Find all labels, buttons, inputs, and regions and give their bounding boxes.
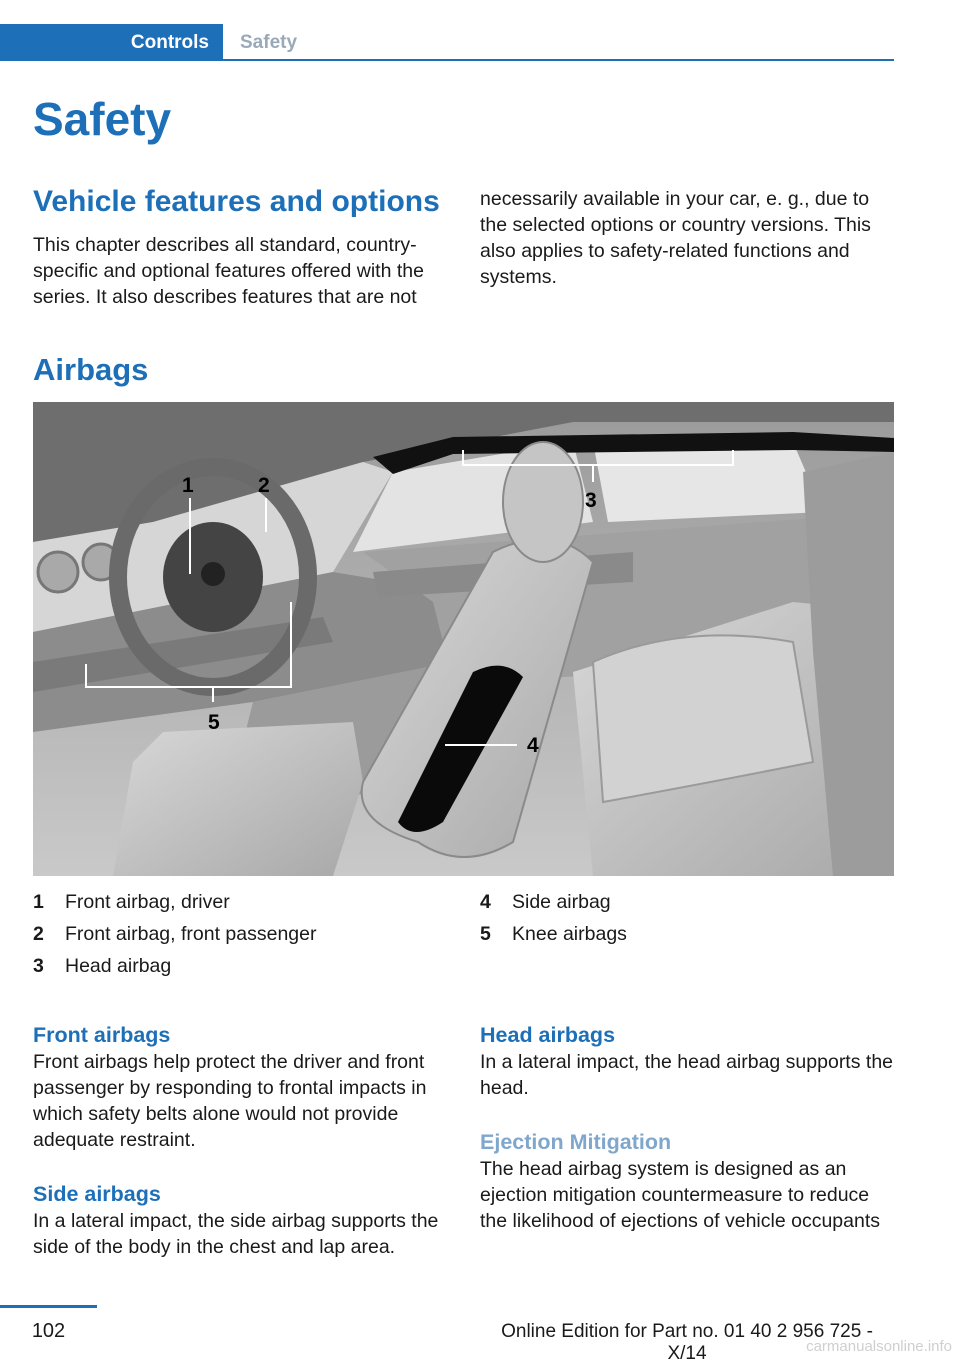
legend-item bbox=[33, 886, 316, 918]
head-airbags-text: In a lateral impact, the head airbag supports the head. bbox=[480, 1051, 894, 1099]
legend-item bbox=[33, 918, 316, 950]
figure-legend-left bbox=[33, 886, 316, 982]
section-heading-airbags: Airbags bbox=[33, 352, 149, 387]
legend-number: 4 bbox=[480, 891, 491, 913]
legend-label: Front airbag, driver bbox=[65, 891, 230, 913]
callout-5: 5 bbox=[208, 711, 220, 734]
legend-label: Knee airbags bbox=[512, 923, 627, 945]
callout-3: 3 bbox=[585, 489, 597, 512]
section-heading-vehicle-features: Vehicle features and options bbox=[33, 185, 440, 218]
page-title: Safety bbox=[33, 93, 172, 145]
legend-number: 5 bbox=[480, 923, 491, 945]
ejection-mitigation-section bbox=[480, 1128, 894, 1234]
side-airbags-section bbox=[33, 1180, 443, 1260]
intro-paragraph-right: necessarily available in your car, e. g., due to the selected options or country versions. This also applies to safety-related functions and systems. bbox=[480, 188, 871, 288]
legend-item bbox=[33, 950, 316, 982]
page-number: 102 bbox=[31, 1320, 66, 1342]
header-rule bbox=[223, 59, 894, 61]
header-tabs bbox=[0, 24, 894, 62]
legend-item bbox=[480, 886, 627, 918]
edition-footer: Online Edition for Part no. 01 40 2 956 725 - X/14 bbox=[501, 1321, 873, 1364]
legend-label: Side airbag bbox=[512, 891, 611, 913]
front-airbags-section bbox=[33, 1021, 443, 1153]
front-airbags-heading: Front airbags bbox=[33, 1023, 171, 1047]
legend-number: 3 bbox=[33, 955, 44, 977]
tab-safety[interactable]: Safety bbox=[240, 31, 298, 53]
legend-number: 1 bbox=[33, 891, 44, 913]
footer-rule bbox=[0, 1305, 97, 1308]
head-airbags-section bbox=[480, 1021, 894, 1101]
figure-legend-right bbox=[480, 886, 627, 950]
head-airbags-heading: Head airbags bbox=[480, 1023, 616, 1047]
callout-2: 2 bbox=[258, 474, 270, 497]
tab-controls[interactable]: Controls bbox=[0, 24, 223, 61]
airbag-location-illustration bbox=[33, 402, 894, 876]
legend-number: 2 bbox=[33, 923, 44, 945]
ejection-mitigation-heading: Ejection Mitigation bbox=[480, 1130, 672, 1154]
side-airbags-text: In a lateral impact, the side airbag supports the side of the body in the chest and lap area. bbox=[33, 1210, 439, 1258]
side-airbags-heading: Side airbags bbox=[33, 1182, 161, 1206]
legend-label: Head airbag bbox=[65, 955, 172, 977]
callout-1: 1 bbox=[182, 474, 194, 497]
intro-paragraph-left: This chapter describes all standard, country-specific and optional features offered with the series. It also describes features that are not bbox=[33, 234, 424, 308]
legend-label: Front airbag, front passenger bbox=[65, 923, 317, 945]
watermark: carmanualsonline.info bbox=[806, 1338, 952, 1355]
callout-4: 4 bbox=[527, 734, 539, 757]
ejection-mitigation-text: The head airbag system is designed as an ejection mitigation countermeasure to reduce the likelihood of ejections of vehicle occupants bbox=[480, 1158, 880, 1232]
legend-item bbox=[480, 918, 627, 950]
front-airbags-text: Front airbags help protect the driver and front passenger by responding to frontal impacts in which safety belts alone would not provide adequate restraint. bbox=[33, 1051, 427, 1151]
